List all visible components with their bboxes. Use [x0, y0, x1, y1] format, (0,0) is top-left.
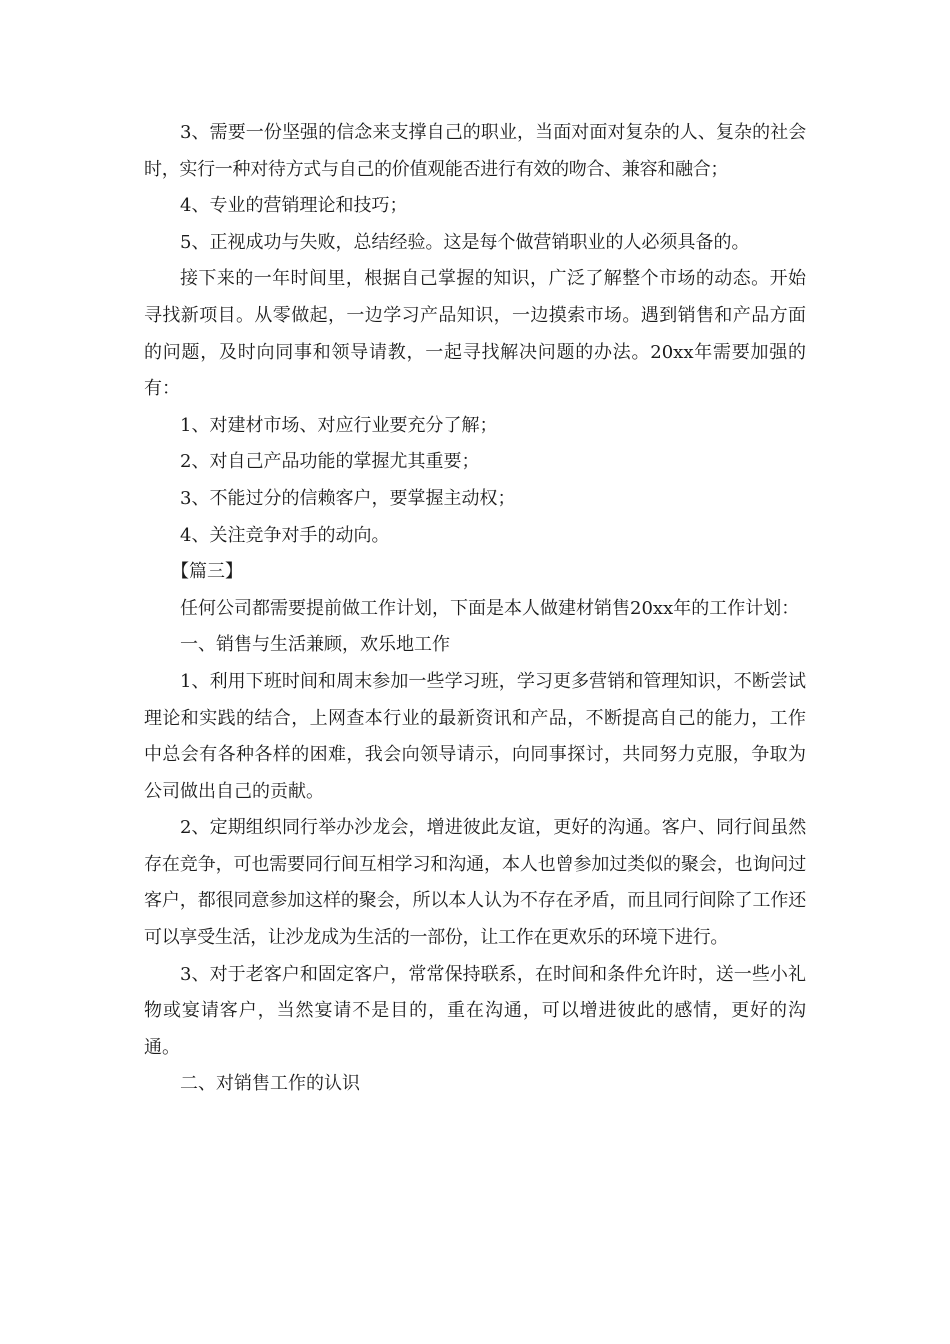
list-item-competitor: 4、关注竞争对手的动向。	[180, 524, 390, 546]
paragraph-success-failure: 5、正视成功与失败，总结经验。这是每个做营销职业的人必须具备的。	[180, 231, 750, 253]
heading-sales-and-life: 一、销售与生活兼顾，欢乐地工作	[180, 634, 450, 656]
paragraph-belief: 3、需要一份坚强的信念来支撑自己的职业，当面对面对复杂的人、复杂的社会时，实行一种对待方式与自己的价值观能否进行有效的吻合、兼容和融合；	[144, 122, 806, 180]
paragraph-salon: 2、定期组织同行举办沙龙会，增进彼此友谊，更好的沟通。客户、同行间虽然存在竞争，可也需要同行间互相学习和沟通，本人也曾参加过类似的聚会，也询问过客户，都很同意参加这样的聚会，所以本人认为不存在矛盾，而且同行间除了工作还可以享受生活，让沙龙成为生活的一部份，让工作在更欢乐的环境下进行。	[144, 817, 806, 949]
paragraph-next-year: 接下来的一年时间里，根据自己掌握的知识，广泛了解整个市场的动态。开始寻找新项目。从零做起，一边学习产品知识，一边摸索市场。遇到销售和产品方面的问题，及时向同事和领导请教，一起寻找解决问题的办法。20xx年需要加强的有：	[144, 268, 806, 400]
paragraph-study-classes: 1、利用下班时间和周末参加一些学习班，学习更多营销和管理知识，不断尝试理论和实践的结合，上网查本行业的最新资讯和产品，不断提高自己的能力，工作中总会有各种各样的困难，我会向领导请示，向同事探讨，共同努力克服，争取为公司做出自己的贡献。	[144, 670, 806, 802]
section-heading-part-three: 【篇三】	[171, 561, 243, 583]
list-item-customer: 3、不能过分的信赖客户，要掌握主动权；	[180, 487, 516, 509]
document-page	[144, 115, 806, 1103]
heading-sales-understanding: 二、对销售工作的认识	[180, 1073, 360, 1095]
paragraph-old-customers: 3、对于老客户和固定客户，常常保持联系，在时间和条件允许时，送一些小礼物或宴请客户，当然宴请不是目的，重在沟通，可以增进彼此的感情，更好的沟通。	[144, 963, 806, 1058]
list-item-product: 2、对自己产品功能的掌握尤其重要；	[180, 451, 480, 473]
paragraph-work-plan-intro: 任何公司都需要提前做工作计划，下面是本人做建材销售20xx年的工作计划：	[180, 597, 800, 619]
list-item-market: 1、对建材市场、对应行业要充分了解；	[180, 414, 498, 436]
paragraph-marketing-theory: 4、专业的营销理论和技巧；	[180, 195, 408, 217]
